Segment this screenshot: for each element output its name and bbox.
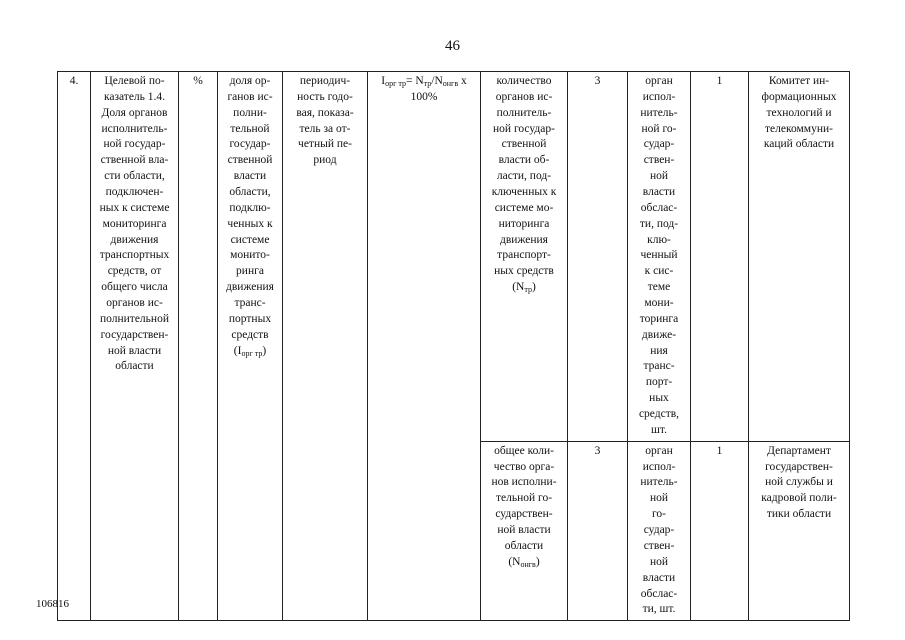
definition-cell bbox=[218, 72, 283, 621]
formula-eq: = N bbox=[405, 75, 424, 87]
document-code: 106816 bbox=[36, 598, 69, 610]
responsible-cell: Комитет ин- формационных технологий и телекоммуни- каций области bbox=[749, 72, 850, 442]
basic-indicator-subscript: онгв bbox=[520, 559, 536, 569]
indicator-table bbox=[57, 71, 850, 621]
row-number: 4. bbox=[58, 72, 91, 621]
code2-cell: 1 bbox=[691, 441, 749, 620]
code-cell: 3 bbox=[568, 72, 628, 442]
formula-div: /N bbox=[431, 75, 443, 87]
measure-unit-cell: орган испол- нитель- ной го- судар- ствен- ной власти обслас- ти, шт. bbox=[628, 441, 691, 620]
basic-indicator-text: количество органов ис- полнитель- ной государ- ственной власти об- ласти, под- ключенных к системе мо- ниторинга движения транспорт- ных средств (N bbox=[491, 75, 557, 294]
basic-indicator-text: общее коли- чество орга- нов исполни- тельной го- сударствен- ной власти области (N bbox=[491, 444, 557, 568]
basic-indicator-cell bbox=[481, 441, 568, 620]
definition-text: доля ор- ганов ис- полни- тельной государ- ственной власти области, подклю- ченных к системе монито- ринга движения транс- портных средств (I bbox=[226, 75, 274, 357]
definition-close: ) bbox=[262, 344, 267, 357]
formula-cell bbox=[368, 72, 481, 621]
target-indicator-cell: Целевой по- казатель 1.4. Доля органов исполнитель- ной государ- ственной вла- сти области, подключен- ных к системе мониторинга движения транспортных средств, от общего числа органов ис- полнительной государствен- ной власти области bbox=[91, 72, 179, 621]
periodicity-cell: периодич- ность годо- вая, показа- тель за от- четный пе- риод bbox=[283, 72, 368, 621]
responsible-cell: Департамент государствен- ной службы и кадровой поли- тики области bbox=[749, 441, 850, 620]
code-cell: 3 bbox=[568, 441, 628, 620]
measure-unit-cell: орган испол- нитель- ной го- судар- ствен- ной власти обслас- ти, под- клю- ченный к сис- теме мони- торинга движе- ния транс- порт- ных средств, шт. bbox=[628, 72, 691, 442]
basic-indicator-cell bbox=[481, 72, 568, 442]
formula-tail: x 100% bbox=[410, 75, 467, 103]
formula-lhs-subscript: орг тр bbox=[385, 79, 406, 88]
definition-subscript: орг тр bbox=[241, 348, 263, 358]
page-number: 46 bbox=[445, 38, 460, 54]
formula-lhs: I bbox=[381, 75, 386, 87]
basic-indicator-close: ) bbox=[531, 281, 536, 294]
formula-n1-subscript: тр bbox=[423, 79, 432, 88]
basic-indicator-close: ) bbox=[535, 555, 540, 568]
formula-n2-subscript: онгв bbox=[442, 79, 459, 88]
table-row bbox=[58, 72, 850, 442]
basic-indicator-subscript: тр bbox=[524, 285, 532, 295]
code2-cell: 1 bbox=[691, 72, 749, 442]
unit-cell: % bbox=[179, 72, 218, 621]
